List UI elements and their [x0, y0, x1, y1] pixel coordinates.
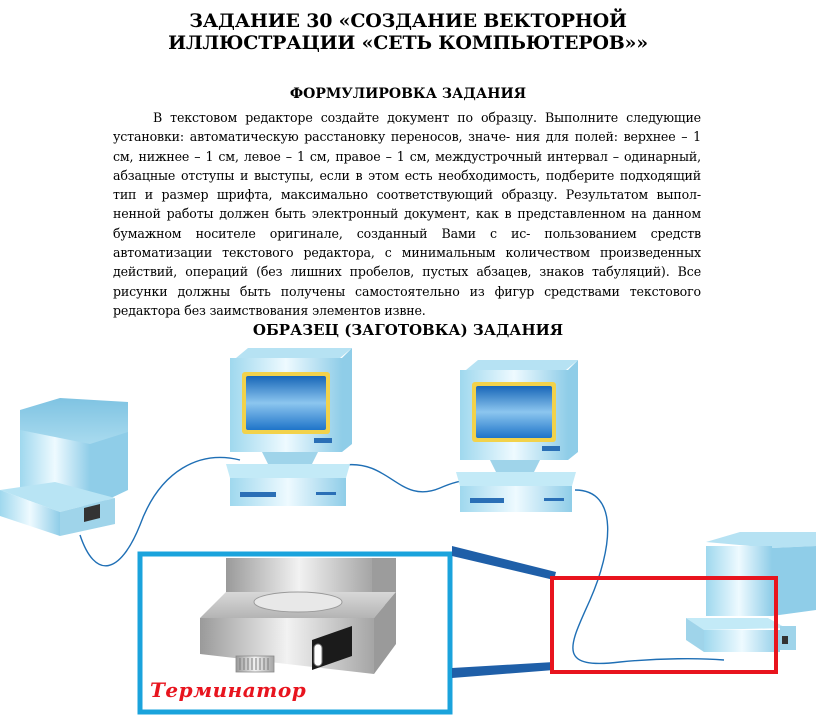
sample-heading: ОБРАЗЕЦ (ЗАГОТОВКА) ЗАДАНИЯ	[252, 321, 564, 339]
computer-center-right-icon	[456, 360, 578, 512]
terminator-enlarged-icon	[200, 558, 396, 674]
network-illustration	[0, 340, 816, 715]
page-title: ЗАДАНИЕ 30 «СОЗДАНИЕ ВЕКТОРНОЙ ИЛЛЮСТРАЦИИ «СЕТЬ КОМПЬЮТЕРОВ»»	[168, 10, 648, 54]
computer-left-icon	[0, 398, 128, 536]
computer-right-icon	[686, 532, 816, 652]
terminator-label: Терминатор	[150, 678, 307, 702]
section-subtitle: ФОРМУЛИРОВКА ЗАДАНИЯ	[289, 86, 527, 102]
callout-arrow-top	[452, 546, 556, 580]
task-description: В текстовом редакторе создайте документ по образцу. Выполните следующие установки: автоматическую расстановку переносов, значе- ния для полей: верхнее – 1 см, нижнее – 1 см, левое – 1 см, правое – 1 см, междустрочный интервал – одинарный, абзацные отступы и выступы, если в этом есть необходимость, подберите подходящий тип и размер шрифта, максимально соответствующий образцу. Результатом выпол- ненной работы должен быть электронный документ, как в представленном на данном бумажном носителе оригинале, созданный Вами с ис- пользованием средств автоматизации текстового редактора, с минимальным количеством произведенных действий, операций (без лишних пробелов, пустых абзацев, знаков табуляций). Все рисунки должны быть получены самостоятельно из фигур средствами текстового редактора без заимствования элементов извне.	[113, 110, 701, 318]
callout-arrow-bottom	[452, 662, 554, 678]
computer-center-left-icon	[226, 348, 352, 506]
